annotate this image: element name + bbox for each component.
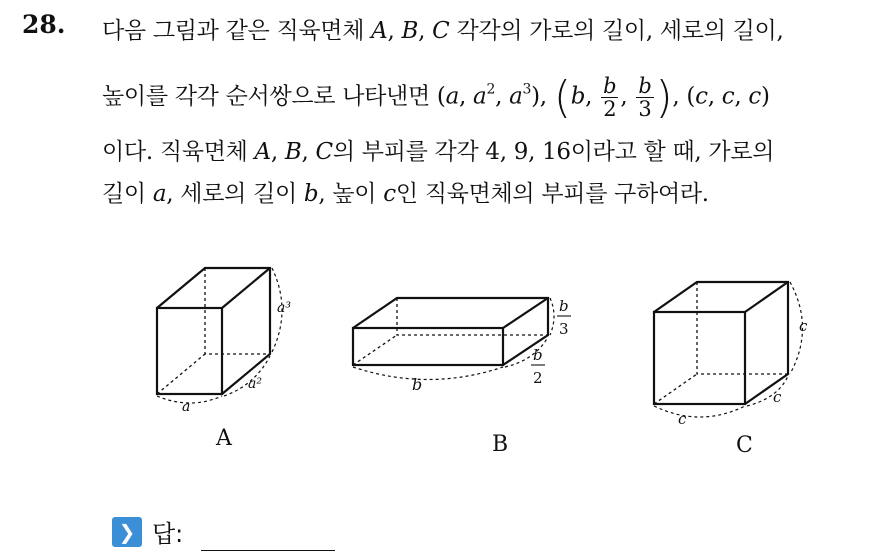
chevron-right-icon: ❯ bbox=[112, 517, 142, 547]
answer-label: 답: bbox=[152, 520, 184, 548]
question-number: 28. bbox=[22, 10, 66, 39]
caption-a: A bbox=[216, 426, 232, 451]
label-a-width: a bbox=[182, 399, 191, 415]
label-c-width: c bbox=[678, 410, 687, 428]
question-line-1: 다음 그림과 같은 직육면체 A, B, C 각각의 가로의 길이, 세로의 길이, bbox=[102, 18, 784, 44]
answer-blank[interactable] bbox=[201, 512, 335, 551]
fraction-b-over-3: $\frac{b}{3}$ bbox=[638, 74, 652, 121]
label-a-height: a³ bbox=[277, 300, 291, 316]
fraction-b-over-2: $\frac{b}{2}$ bbox=[603, 74, 617, 121]
label-b-depth-denominator: 2 bbox=[533, 369, 543, 387]
label-a-depth: a² bbox=[248, 376, 262, 392]
box-b bbox=[353, 298, 554, 380]
label-c-height: c bbox=[799, 317, 808, 335]
label-b-width: b bbox=[412, 375, 423, 394]
question-line-4: 길이 a, 세로의 길이 b, 높이 c인 직육면체의 부피를 구하여라. bbox=[102, 181, 709, 207]
label-b-depth-numerator: b bbox=[533, 346, 543, 364]
label-b-height-denominator: 3 bbox=[559, 320, 569, 338]
caption-c: C bbox=[736, 433, 753, 458]
label-b-height-numerator: b bbox=[559, 297, 569, 315]
box-a bbox=[157, 268, 282, 403]
answer-row bbox=[112, 512, 335, 551]
question-line-2: 높이를 각각 순서쌍으로 나타낸면 (a, $a^2$, $a^3$), (b, $\frac{b}{2}$ , $\frac{b}{3}$ ), (c, c, c) bbox=[102, 72, 770, 123]
label-c-depth: c bbox=[773, 388, 782, 406]
question-line-3: 이다. 직육면체 A, B, C의 부피를 각각 4, 9, 16이라고 할 때, 가로의 bbox=[102, 139, 775, 165]
caption-b: B bbox=[492, 432, 509, 457]
